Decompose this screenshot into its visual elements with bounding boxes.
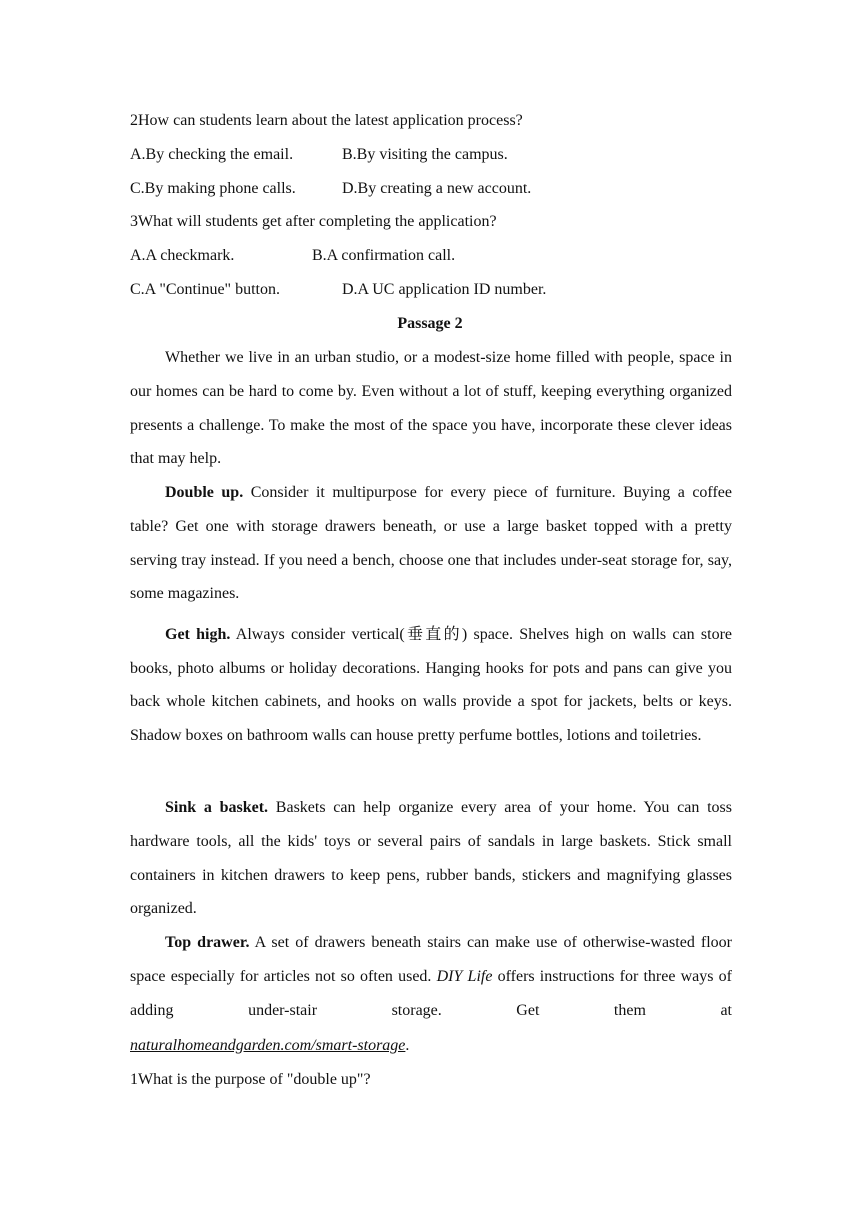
heading-get-high: Get high. xyxy=(165,626,231,643)
text-get-high-b: ) space. Shelves high on walls can store books, photo albums or holiday decorations. Hanging hooks for pots and pans can give you back whole kitchen cabinets, and hooks on walls provide a spot for jackets, belts or keys. Shadow boxes on bathroom walls can house pretty perfume bottles, lotions and toiletries. xyxy=(130,626,732,744)
question-2-option-b: B.By visiting the campus. xyxy=(342,146,508,163)
storage-link[interactable]: naturalhomeandgarden.com/smart-storage xyxy=(130,1037,406,1054)
text-double-up: Consider it multipurpose for every piece of furniture. Buying a coffee table? Get one with storage drawers beneath, or use a large basket topped with a pretty serving tray instead. If you need a bench, choose one that includes under-seat storage for, say, some magazines. xyxy=(130,484,732,603)
question-2-option-c: C.By making phone calls. xyxy=(130,180,296,197)
link-period: . xyxy=(405,1037,410,1054)
paragraph-double-up xyxy=(130,476,732,611)
heading-double-up: Double up. xyxy=(165,484,244,501)
intro-paragraph: Whether we live in an urban studio, or a modest-size home filled with people, space in our homes can be hard to come by. Even without a lot of stuff, keeping everything organized presents a challenge. To make the most of the space you have, incorporate these clever ideas that may help. xyxy=(130,349,732,468)
question-1-stem: 1What is the purpose of "double up"? xyxy=(130,1071,371,1088)
text-top-drawer-b: offers instructions for three ways of adding under-stair storage. Get them at xyxy=(130,967,732,1019)
question-3-option-a: A.A checkmark. xyxy=(130,247,235,264)
question-2-stem: 2How can students learn about the latest application process? xyxy=(130,112,523,129)
heading-sink-basket: Sink a basket. xyxy=(165,799,269,816)
question-3-option-b: B.A confirmation call. xyxy=(312,247,456,264)
question-2-option-a: A.By checking the email. xyxy=(130,146,294,163)
text-get-high-a: Always consider vertical( xyxy=(230,626,405,643)
paragraph-top-drawer xyxy=(130,926,732,1027)
paragraph-get-high xyxy=(130,617,732,752)
question-3-option-d: D.A UC application ID number. xyxy=(342,281,547,298)
text-sink-basket: Baskets can help organize every area of your home. You can toss hardware tools, all the kids' toys or several pairs of sandals in large baskets. Stick small containers in kitchen drawers to keep pens, rubber bands, stickers and magnifying glasses organized. xyxy=(130,799,733,918)
question-3-option-c: C.A "Continue" button. xyxy=(130,281,280,298)
passage-title: Passage 2 xyxy=(397,315,463,332)
text-top-drawer-a: A set of drawers beneath stairs can make use of otherwise-wasted floor space especially for articles not so often used. xyxy=(130,934,733,985)
paragraph-sink-basket xyxy=(130,791,732,926)
question-2-option-d: D.By creating a new account. xyxy=(342,180,532,197)
cjk-gloss: 垂直的 xyxy=(404,624,462,643)
storage-link-line xyxy=(130,1037,409,1055)
heading-top-drawer: Top drawer. xyxy=(165,934,250,951)
question-3-stem: 3What will students get after completing the application? xyxy=(130,213,497,230)
publication-name: DIY Life xyxy=(436,967,493,985)
